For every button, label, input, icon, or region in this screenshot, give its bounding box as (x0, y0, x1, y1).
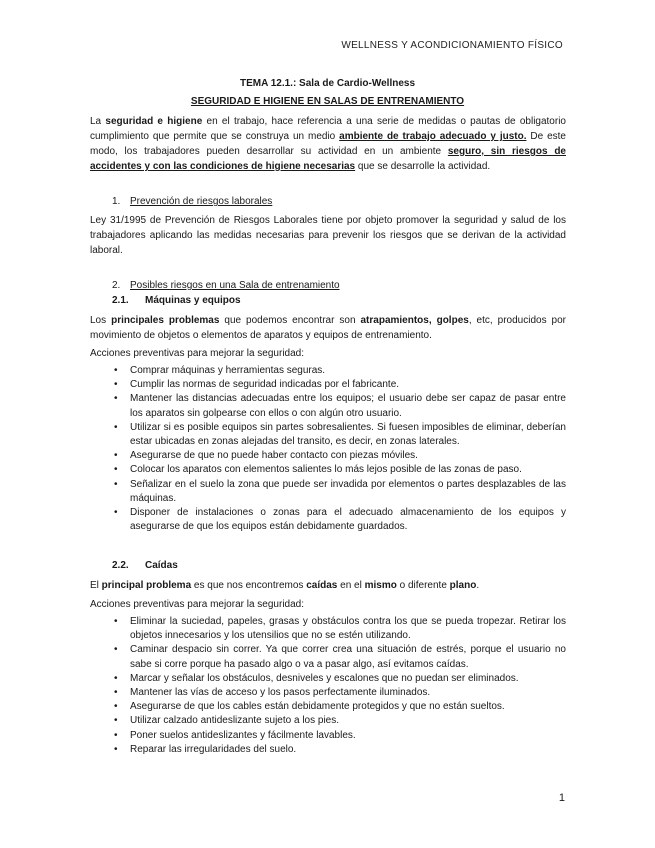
subsection-2-2-intro: El principal problema es que nos encontremos caídas en el mismo o diferente plano. (90, 580, 480, 591)
section-1-body: Ley 31/1995 de Prevención de Riesgos Laborales tiene por objeto promover la seguridad y salud de los trabajadores aplicando las medidas necesarias para prevenir los riesgos que se derivan de la actividad laboral. (90, 215, 566, 256)
list-item: • Asegurarse de que no puede haber contacto con piezas móviles. (112, 449, 566, 463)
list-item: • Marcar y señalar los obstáculos, desniveles y escalones que no puedan ser eliminados. (112, 672, 566, 686)
list-item: • Comprar máquinas y herramientas seguras. (112, 364, 566, 378)
list-item: • Poner suelos antideslizantes y fácilmente lavables. (112, 729, 566, 743)
list-item: • Cumplir las normas de seguridad indicadas por el fabricante. (112, 378, 566, 392)
subsection-2-1-actions-label: Acciones preventivas para mejorar la seguridad: (90, 348, 304, 359)
subsection-2-1-intro: Los principales problemas que podemos encontrar son atrapamientos, golpes, etc, producidos por movimiento de objetos o elementos de aparatos y equipos de entrenamiento. (90, 315, 566, 341)
list-item: • Disponer de instalaciones o zonas para el adecuado almacenamiento de los equipos y asegurarse de que los equipos están debidamente guardados. (112, 506, 566, 534)
list-item: • Colocar los aparatos con elementos salientes lo más lejos posible de las zonas de paso. (112, 463, 566, 477)
topic-title: TEMA 12.1.: Sala de Cardio-Wellness (239, 78, 416, 89)
list-item: • Utilizar si es posible equipos sin partes sobresalientes. Si fuesen imposibles de eliminar, deberían estar ubicadas en zonas alejadas del transito, es decir, en zonas laterales. (112, 421, 566, 449)
intro-paragraph: La seguridad e higiene en el trabajo, hace referencia a una serie de medidas o pautas de obligatorio cumplimiento que permite que se construya un medio ambiente de trabajo adecuado y justo. De este modo, los trabajadores pueden desarrollar su actividad en un ambiente seguro, sin riesgos de accidentes y con las condiciones de higiene necesarias que se desarrolle la actividad. (90, 116, 566, 172)
subsection-2-2-heading: 2.2. Caídas (112, 560, 178, 571)
subsection-2-2-list (112, 615, 566, 757)
list-item: • Señalizar en el suelo la zona que puede ser invadida por elementos o partes desplazables de las máquinas. (112, 478, 566, 506)
subsection-2-2-actions-label: Acciones preventivas para mejorar la seguridad: (90, 599, 304, 610)
topic-subtitle: SEGURIDAD E HIGIENE EN SALAS DE ENTRENAMIENTO (190, 96, 465, 107)
list-item: • Eliminar la suciedad, papeles, grasas y obstáculos contra los que se pueda tropezar. Retirar los objetos innecesarios y los utensilios que no se estén utilizando. (112, 615, 566, 643)
list-item: • Asegurarse de que los cables están debidamente protegidos y que no están sueltos. (112, 700, 566, 714)
list-item: • Mantener las distancias adecuadas entre los equipos; el usuario debe ser capaz de pasar entre los aparatos sin golpearse con ellos o con algún otro usuario. (112, 392, 566, 420)
subsection-2-1-list (112, 364, 566, 534)
list-item: • Mantener las vías de acceso y los pasos perfectamente iluminados. (112, 686, 566, 700)
section-1-heading: 1. Prevención de riesgos laborales (112, 196, 273, 207)
section-2-heading: 2. Posibles riesgos en una Sala de entrenamiento (112, 280, 340, 291)
subsection-2-1-heading: 2.1. Máquinas y equipos (112, 295, 241, 306)
list-item: • Caminar despacio sin correr. Ya que correr crea una situación de estrés, porque el usuario no sabe si corre porque ha pasado algo o va a pasar algo, así evitamos caídas. (112, 643, 566, 671)
running-header: WELLNESS Y ACONDICIONAMIENTO FÍSICO (341, 40, 563, 51)
page-number: 1 (558, 792, 565, 804)
list-item: • Reparar las irregularidades del suelo. (112, 743, 566, 757)
list-item: • Utilizar calzado antideslizante sujeto a los pies. (112, 714, 566, 728)
